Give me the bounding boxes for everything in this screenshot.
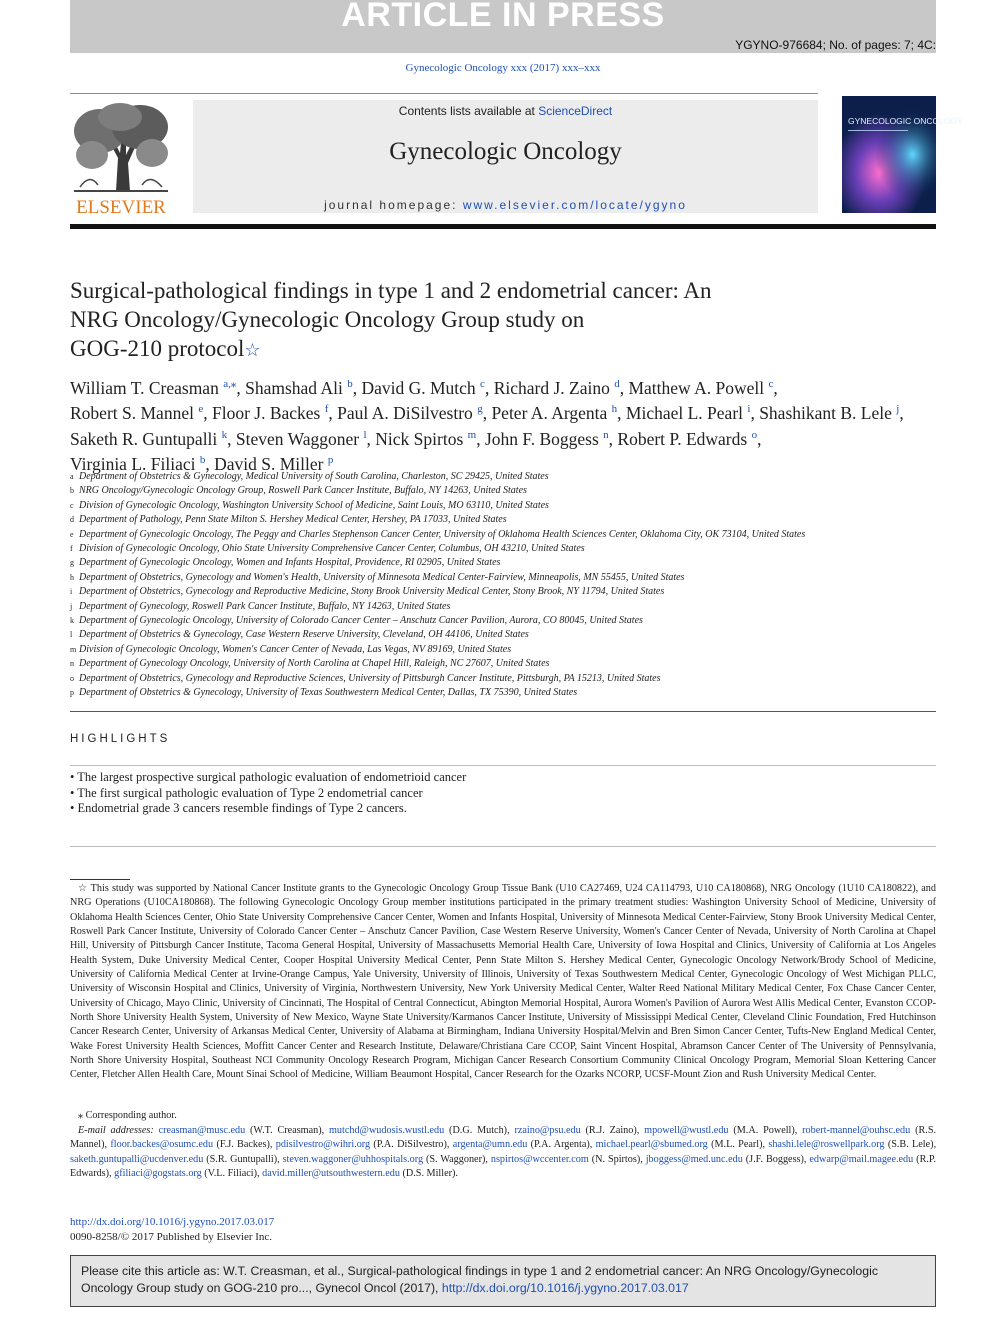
- email-link[interactable]: rzaino@psu.edu: [514, 1125, 581, 1136]
- affiliation-item: [70, 484, 950, 498]
- sciencedirect-link[interactable]: ScienceDirect: [538, 104, 613, 118]
- author-affiliation-mark[interactable]: j: [896, 403, 900, 416]
- author-affiliation-mark[interactable]: a,⁎: [223, 378, 237, 390]
- email-link[interactable]: edwarp@mail.magee.edu: [809, 1153, 914, 1165]
- author-separator: ,: [236, 377, 246, 398]
- affiliation-letter: k: [70, 616, 74, 626]
- author-separator: ,: [205, 453, 215, 474]
- email-link[interactable]: floor.backes@osumc.edu: [110, 1139, 214, 1151]
- footnote-rule: [70, 879, 130, 880]
- author-line: [70, 374, 950, 399]
- email-link[interactable]: david.miller@utsouthwestern.edu: [262, 1168, 400, 1180]
- author-list: [70, 374, 950, 475]
- article-title: [70, 276, 830, 365]
- affiliation-text: NRG Oncology/Gynecologic Oncology Group, Roswell Park Cancer Institute, Buffalo, NY 14263, United States: [79, 485, 527, 497]
- email-link[interactable]: saketh.guntupalli@ucdenver.edu: [70, 1153, 204, 1165]
- tree-illustration: [70, 103, 172, 193]
- affiliation-item: [70, 614, 950, 628]
- email-owner: (N. Spirtos): [591, 1153, 641, 1165]
- affiliation-text: Division of Gynecologic Oncology, Women's Cancer Center of Nevada, Las Vegas, NV 89169, United States: [79, 643, 512, 655]
- email-owner: (F.J. Backes): [216, 1139, 270, 1151]
- author-name: Peter A. Argenta: [491, 403, 608, 424]
- affiliation-letter: h: [70, 572, 74, 582]
- email-separator: ,: [321, 1125, 329, 1136]
- email-owner: (R.J. Zaino): [585, 1125, 637, 1136]
- author-name: David S. Miller: [214, 453, 324, 474]
- email-separator: ,: [803, 1153, 810, 1165]
- contents-line: [193, 104, 818, 118]
- affiliation-item: [70, 600, 950, 614]
- cover-title: GYNECOLOGIC ONCOLOGY: [848, 116, 963, 126]
- journal-citation-link[interactable]: Gynecologic Oncology xxx (2017) xxx–xxx: [405, 62, 601, 74]
- author-separator: ,: [619, 377, 629, 398]
- email-owner: (S. Waggoner): [426, 1153, 486, 1165]
- funding-star-icon[interactable]: ☆: [244, 340, 261, 360]
- email-separator: ,: [277, 1153, 283, 1165]
- author-separator: ,: [328, 403, 338, 424]
- email-link[interactable]: steven.waggoner@uhhospitals.org: [282, 1153, 424, 1165]
- affiliation-text: Division of Gynecologic Oncology, Ohio State University Comprehensive Cancer Center, Columbus, OH 43210, United States: [79, 543, 585, 555]
- article-id: YGYNO-976684; No. of pages: 7; 4C:: [735, 38, 936, 52]
- author-name: Floor J. Backes: [211, 403, 321, 424]
- affiliation-letter: n: [70, 659, 74, 669]
- email-link[interactable]: robert-mannel@ouhsc.edu: [802, 1125, 911, 1136]
- author-affiliation-mark[interactable]: g: [477, 403, 483, 416]
- author-separator: ,: [484, 377, 494, 398]
- email-link[interactable]: michael.pearl@sbumed.org: [595, 1139, 708, 1151]
- title-line: Surgical-pathological findings in type 1 and 2 endometrial cancer: An: [70, 278, 712, 303]
- author-name: Virginia L. Filiaci: [70, 453, 196, 474]
- author-separator: ,: [617, 403, 626, 424]
- highlights-bottom-rule: [70, 846, 936, 847]
- email-separator: ,: [507, 1125, 515, 1136]
- affiliation-text: Department of Obstetrics, Gynecology and Reproductive Medicine, Stony Brook University Medical Center, Stony Brook, NY 11794, United States: [79, 586, 665, 598]
- elsevier-wordmark: ELSEVIER: [76, 197, 166, 218]
- highlight-item: • Endometrial grade 3 cancers resemble findings of Type 2 cancers.: [70, 801, 407, 816]
- journal-homepage-link[interactable]: www.elsevier.com/locate/ygyno: [462, 198, 687, 212]
- author-affiliation-mark[interactable]: c: [480, 378, 485, 390]
- author-affiliation-mark[interactable]: o: [751, 428, 758, 441]
- email-owner: (P.A. Argenta): [530, 1139, 590, 1151]
- email-owner: (S.B. Lele): [887, 1139, 934, 1151]
- article-in-press-label: ARTICLE IN PRESS: [341, 0, 665, 34]
- contents-prefix: Contents lists available at: [398, 104, 539, 118]
- email-owner: (V.L. Filiaci): [204, 1168, 257, 1180]
- affiliation-text: Department of Obstetrics, Gynecology and Reproductive Sciences, University of Pittsburgh Cancer Institute, Pittsburgh, PA 15213, United States: [79, 672, 661, 684]
- email-link[interactable]: mpowell@wustl.edu: [644, 1125, 729, 1136]
- author-name: William T. Creasman: [70, 377, 219, 398]
- email-link[interactable]: jboggess@med.unc.edu: [645, 1153, 743, 1165]
- email-addresses: [70, 1124, 936, 1181]
- affiliation-text: Department of Gynecologic Oncology, The Peggy and Charles Stephenson Cancer Center, University of Oklahoma Health Sciences Center, Oklahoma City, OK 73104, United States: [79, 528, 806, 540]
- article-in-press-banner: [70, 0, 936, 53]
- affiliation-letter: m: [70, 644, 77, 654]
- author-name: Nick Spirtos: [375, 428, 464, 449]
- author-separator: ,: [203, 403, 212, 424]
- homepage-prefix: journal homepage:: [324, 198, 463, 212]
- email-link[interactable]: pdisilvestro@wihri.org: [275, 1139, 371, 1151]
- author-affiliation-mark[interactable]: c: [768, 378, 774, 390]
- author-affiliation-mark[interactable]: d: [614, 378, 620, 390]
- author-affiliation-mark[interactable]: p: [327, 453, 334, 466]
- author-affiliation-mark[interactable]: h: [611, 403, 618, 416]
- affiliation-letter: c: [70, 500, 74, 510]
- author-name: Robert P. Edwards: [617, 428, 748, 449]
- author-name: Richard J. Zaino: [493, 377, 610, 398]
- citation-text: Please cite this article as: W.T. Creasman, et al., Surgical-pathological findings in type 1 and 2 endometrial cancer: An NRG Oncology/Gynecologic Oncology Group study on GOG-210 pro..., Gynecol Oncol (2017),: [81, 1264, 878, 1295]
- author-line: [70, 399, 950, 424]
- email-owner: (M.L. Pearl): [711, 1139, 763, 1151]
- affiliation-letter: a: [70, 472, 74, 481]
- affiliation-letter: e: [70, 529, 74, 539]
- affiliation-text: Division of Gynecologic Oncology, Washington University School of Medicine, Saint Louis, MO 63110, United States: [79, 499, 549, 511]
- highlights-rule: [70, 765, 936, 766]
- author-line: [70, 425, 950, 450]
- author-affiliation-mark[interactable]: k: [221, 428, 228, 441]
- author-affiliation-mark[interactable]: b: [347, 378, 353, 390]
- email-owner: (J.F. Boggess): [745, 1153, 804, 1165]
- email-separator: ,: [269, 1139, 276, 1151]
- highlights-list: [70, 770, 936, 817]
- email-owner: (M.A. Powell): [733, 1125, 795, 1136]
- email-separator: ,: [636, 1125, 645, 1136]
- affiliation-item: [70, 556, 950, 570]
- email-separator: ,: [446, 1139, 453, 1151]
- email-separator: ,: [762, 1139, 769, 1151]
- masthead-top-rule: [70, 93, 818, 94]
- affiliation-item: [70, 513, 950, 527]
- email-separator: ,: [794, 1125, 803, 1136]
- author-separator: ,: [482, 403, 492, 424]
- journal-masthead: [193, 100, 818, 213]
- affiliation-list: [70, 470, 950, 701]
- affiliation-item: [70, 542, 950, 556]
- affiliation-item: [70, 528, 950, 542]
- email-link[interactable]: gfiliaci@gogstats.org: [114, 1168, 202, 1180]
- affiliation-text: Department of Obstetrics & Gynecology, University of Texas Southwestern Medical Center, Dallas, TX 75390, United States: [79, 687, 578, 699]
- affiliation-item: [70, 643, 950, 657]
- affiliation-text: Department of Gynecology, Roswell Park Cancer Institute, Buffalo, NY 14263, United States: [79, 600, 451, 612]
- affiliation-letter: f: [70, 544, 73, 554]
- affiliation-item: [70, 672, 950, 686]
- affiliation-text: Department of Pathology, Penn State Milton S. Hershey Medical Center, Hershey, PA 17033, United States: [79, 514, 507, 526]
- email-owner: (R.P. Edwards): [70, 1153, 936, 1180]
- doi-block: [70, 1215, 274, 1244]
- email-link[interactable]: mutchd@wudosis.wustl.edu: [329, 1125, 445, 1136]
- affiliation-item: [70, 628, 950, 642]
- copyright-line: 0090-8258/© 2017 Published by Elsevier Inc.: [70, 1230, 273, 1243]
- affiliation-letter: l: [70, 630, 73, 640]
- corresponding-author-note: ⁎ Corresponding author.: [78, 1110, 177, 1121]
- journal-homepage-line: [193, 198, 818, 212]
- email-separator: ,: [640, 1153, 646, 1165]
- affiliation-item: [70, 686, 950, 700]
- email-owner: (D.G. Mutch): [449, 1125, 508, 1136]
- email-separator: ,: [933, 1139, 937, 1151]
- elsevier-tree-logo-icon: [70, 103, 172, 218]
- author-separator: ,: [352, 377, 362, 398]
- author-affiliation-mark[interactable]: n: [603, 428, 609, 441]
- email-link[interactable]: creasman@musc.edu: [158, 1125, 246, 1136]
- doi-link[interactable]: http://dx.doi.org/10.1016/j.ygyno.2017.03.017: [70, 1216, 275, 1228]
- author-name: Shamshad Ali: [245, 377, 343, 398]
- title-line-last: [70, 334, 830, 365]
- author-name: John F. Boggess: [484, 428, 599, 449]
- affiliation-letter: j: [70, 601, 73, 611]
- journal-title: Gynecologic Oncology: [389, 138, 622, 165]
- affiliation-item: [70, 657, 950, 671]
- affiliation-letter: o: [70, 673, 74, 683]
- email-separator: ,: [485, 1153, 491, 1165]
- author-separator: ,: [608, 428, 618, 449]
- author-affiliation-mark[interactable]: l: [363, 428, 367, 441]
- author-separator: ,: [750, 403, 760, 424]
- affiliation-text: Department of Gynecologic Oncology, Women and Infants Hospital, Providence, RI 02905, United States: [79, 557, 501, 569]
- affiliation-letter: d: [70, 515, 74, 525]
- affiliation-item: [70, 499, 950, 513]
- affiliation-item: [70, 571, 950, 585]
- highlight-item: • The first surgical pathologic evaluation of Type 2 endometrial cancer: [70, 785, 423, 800]
- author-affiliation-mark[interactable]: f: [324, 403, 329, 416]
- author-name: David G. Mutch: [361, 377, 476, 398]
- affiliation-text: Department of Gynecology Oncology, University of North Carolina at Chapel Hill, Raleigh, NC 27607, United States: [79, 658, 550, 670]
- author-affiliation-mark[interactable]: b: [199, 453, 206, 466]
- citation-doi-link[interactable]: http://dx.doi.org/10.1016/j.ygyno.2017.03.017: [441, 1281, 689, 1295]
- author-separator: ,: [476, 428, 485, 449]
- author-name: Saketh R. Guntupalli: [70, 428, 218, 449]
- citation-box: [70, 1255, 936, 1307]
- author-name: Matthew A. Powell: [628, 377, 765, 398]
- email-owner: (W.T. Creasman): [250, 1125, 322, 1136]
- author-name: Steven Waggoner: [235, 428, 360, 449]
- funding-footnote: ☆ This study was supported by National Cancer Institute grants to the Gynecologic Oncology Group Tissue Bank (U10 CA27469, U24 CA114793, U10 CA180868), NRG Oncology (1U10 CA180822), and NRG Operations (U10CA180868). The following Gynecologic Oncology Group member institutions participated in the primary treatment studies: Washington University School of Medicine, University of Oklahoma Health Sciences Center, Ohio State University Comprehensive Cancer Center, Women and Infants Hospital, University of Minnesota Medical Center-Fairview, Stony Brook University Medical Center, Roswell Park Cancer Institute, University of Colorado Cancer Center – Anschutz Cancer Pavilion, Case Western Reserve University, Women's Cancer Center of Nevada, University of North Carolina at Chapel Hill, University of Pittsburgh Cancer Institute, Tacoma General Hospital, University of Massachusetts Memorial Health Care, University of Iowa Hospital and Clinics, University of California at Los Angeles Health System, Duke University Medical Center, Cooper Hospital University Medical Center, Penn State Milton S. Hershey Medical Center, Gynecologic Oncology Network/Brody School of Medicine, University of California Medical Center at Irvine-Orange Campus, Yale University, University of Illinois, University of Texas Southwestern Medical Center, Gynecologic Oncology of West Michigan PLLC, University of Wisconsin Hospital and Clinics, University of Virginia, Northwestern University, New York University Medical Center, Walter Reed National Military Medical Center, Fox Chase Cancer Center, University of Chicago, Mayo Clinic, University of Cincinnati, The Hospital of Central Connecticut, Abington Memorial Hospital, Aurora Women's Pavilion of Aurora West Allis Medical Center, Evanston CCOP-North Shore University Health System, University of New Mexico, Wayne State University/Karmanos Cancer Institute, University of Mississippi Medical Center, Cleveland Clinic Foundation, Fred Hutchinson Cancer Research Center, University of Arkansas Medical Center, University of Alabama at Birmingham, Indiana University Hospital/Melvin and Bren Simon Cancer Center, Tufts-New England Medical Center, Wake Forest University Health Sciences, Moffitt Cancer Center and Research Institute, Delaware/Christiana Care CCOP, Saint Vincent Hospital, Abramson Cancer Center of The University of Pennsylvania, North Shore University Hospital, Southeast NCI Community Oncology Research Program, Michigan Cancer Research Consortium Community Clinical Oncology Program, Memorial Sloan Kettering Cancer Center, Fletcher Allen Health Care, Mount Sinai School of Medicine, William Beaumont Hospital, Cancer Research for the Ozarks NCORP, UCSF-Mount Zion and Rush University Medical Center.: [70, 883, 936, 1081]
- email-label: E-mail addresses:: [78, 1125, 154, 1136]
- affiliation-letter: b: [70, 486, 74, 496]
- email-separator: ,: [104, 1139, 111, 1151]
- affiliation-item: [70, 470, 950, 484]
- affiliation-text: Department of Obstetrics & Gynecology, Case Western Reserve University, Cleveland, OH 44106, United States: [79, 629, 529, 641]
- masthead-rule: [70, 224, 936, 229]
- affiliation-text: Department of Gynecologic Oncology, University of Colorado Cancer Center – Anschutz Cancer Pavilion, Aurora, CO 80045, United States: [79, 615, 643, 627]
- email-link[interactable]: argenta@umn.edu: [452, 1139, 528, 1151]
- author-affiliation-mark[interactable]: e: [198, 403, 204, 416]
- email-separator: ,: [109, 1168, 115, 1180]
- affiliation-text: Department of Obstetrics & Gynecology, Medical University of South Carolina, Charleston, SC 29425, United States: [79, 471, 549, 482]
- author-separator: ,: [773, 377, 778, 398]
- affiliation-item: [70, 585, 950, 599]
- email-owner: (S.R. Guntupalli): [206, 1153, 278, 1165]
- author-affiliation-mark[interactable]: i: [747, 403, 751, 416]
- author-separator: ,: [227, 428, 236, 449]
- email-link[interactable]: nspirtos@wccenter.com: [490, 1153, 589, 1165]
- section-rule: [70, 711, 936, 712]
- highlight-item: • The largest prospective surgical pathologic evaluation of endometrioid cancer: [70, 770, 467, 784]
- affiliation-text: Department of Obstetrics, Gynecology and Women's Health, University of Minnesota Medical Center-Fairview, Minneapolis, MN 55455, United States: [79, 571, 685, 583]
- author-separator: ,: [899, 403, 904, 424]
- email-owner: (R.S. Mannel): [70, 1125, 937, 1151]
- affiliation-letter: i: [70, 587, 73, 597]
- title-line: GOG-210 protocol: [70, 336, 245, 361]
- author-separator: ,: [757, 428, 762, 449]
- affiliation-letter: p: [70, 688, 74, 698]
- author-name: Michael L. Pearl: [625, 403, 744, 424]
- author-separator: ,: [366, 428, 376, 449]
- author-name: Shashikant B. Lele: [759, 403, 892, 424]
- email-owner: (P.A. DiSilvestro): [373, 1139, 447, 1151]
- author-name: Robert S. Mannel: [70, 403, 194, 424]
- email-separator: ,: [257, 1168, 263, 1180]
- author-affiliation-mark[interactable]: m: [467, 428, 477, 441]
- author-name: Paul A. DiSilvestro: [337, 403, 473, 424]
- journal-cover-image: [842, 96, 963, 213]
- title-line: NRG Oncology/Gynecologic Oncology Group study on: [70, 307, 585, 332]
- email-separator: ,: [589, 1139, 596, 1151]
- highlights-heading: HIGHLIGHTS: [70, 733, 171, 745]
- affiliation-letter: g: [70, 558, 74, 568]
- email-link[interactable]: shashi.lele@roswellpark.org: [768, 1139, 885, 1151]
- email-owner: (D.S. Miller).: [402, 1168, 458, 1180]
